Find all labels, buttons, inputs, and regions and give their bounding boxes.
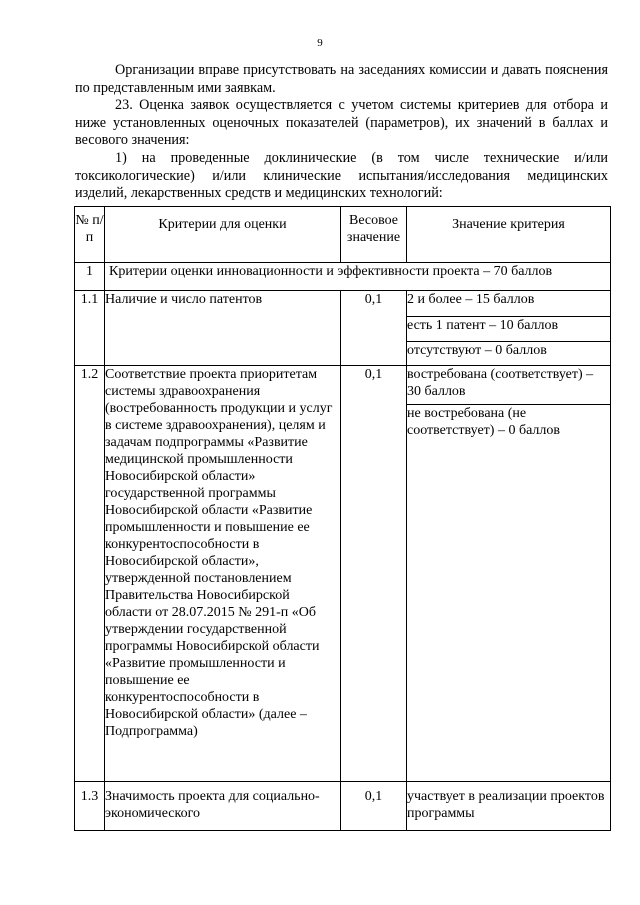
row-criteria: Соответствие проекта приоритетам системы здравоохранения (востребованность продукции и услуг в системе здравоохранения), целям и задачам подпрограммы «Развитие медицинской промышленности Новосибирской области» государственной программы Новосибирской области «Развитие промышленности и повышение ее конкурентоспособности в Новосибирской области», утвержденной постановлением Правительства Новосибирской области от 28.07.2015 № 291-п «Об утверждении государственной программы Новосибирской области «Развитие промышленности и повышение ее конкурентоспособности в Новосибирской области» (далее – Подпрограмма) (105, 366, 341, 782)
header-num: № п/п (75, 207, 105, 263)
table-row (75, 782, 611, 831)
paragraph-preclinical: 1) на проведенные доклинические (в том числе технические и/или токсикологические) и/или клинические испытания/исследования медицинских изделий, лекарственных средств и медицинских технологий: (75, 150, 608, 202)
page-number: 9 (317, 37, 323, 49)
table-row (75, 366, 611, 405)
table-row (75, 291, 611, 317)
row-weight: 0,1 (341, 291, 407, 366)
section-num: 1 (75, 263, 105, 291)
row-num: 1.3 (75, 782, 105, 831)
row-weight: 0,1 (341, 366, 407, 782)
section-row (75, 263, 611, 291)
row-value: отсутствуют – 0 баллов (407, 342, 611, 366)
table-header-row (75, 207, 611, 263)
row-num: 1.1 (75, 291, 105, 366)
paragraph-organizations: Организации вправе присутствовать на заседаниях комиссии и давать пояснения по представленным ими заявкам. (75, 62, 608, 96)
header-criteria: Критерии для оценки (105, 207, 341, 263)
row-criteria: Наличие и число патентов (105, 291, 341, 366)
row-criteria: Значимость проекта для социально-экономического (105, 782, 341, 831)
header-value: Значение критерия (407, 207, 611, 263)
criteria-table (74, 206, 611, 831)
row-weight: 0,1 (341, 782, 407, 831)
row-value: участвует в реализации проектов программы (407, 782, 611, 831)
row-value: не востребована (не соответствует) – 0 баллов (407, 405, 611, 782)
row-num: 1.2 (75, 366, 105, 782)
section-label: Критерии оценки инновационности и эффективности проекта – 70 баллов (105, 263, 611, 291)
row-value: востребована (соответствует) – 30 баллов (407, 366, 611, 405)
header-weight: Весовое значение (341, 207, 407, 263)
paragraph-evaluation: 23. Оценка заявок осуществляется с учетом системы критериев для отбора и ниже установленных оценочных показателей (параметров), их значений в баллах и весового значения: (75, 97, 608, 149)
row-value: есть 1 патент – 10 баллов (407, 317, 611, 342)
row-value: 2 и более – 15 баллов (407, 291, 611, 317)
